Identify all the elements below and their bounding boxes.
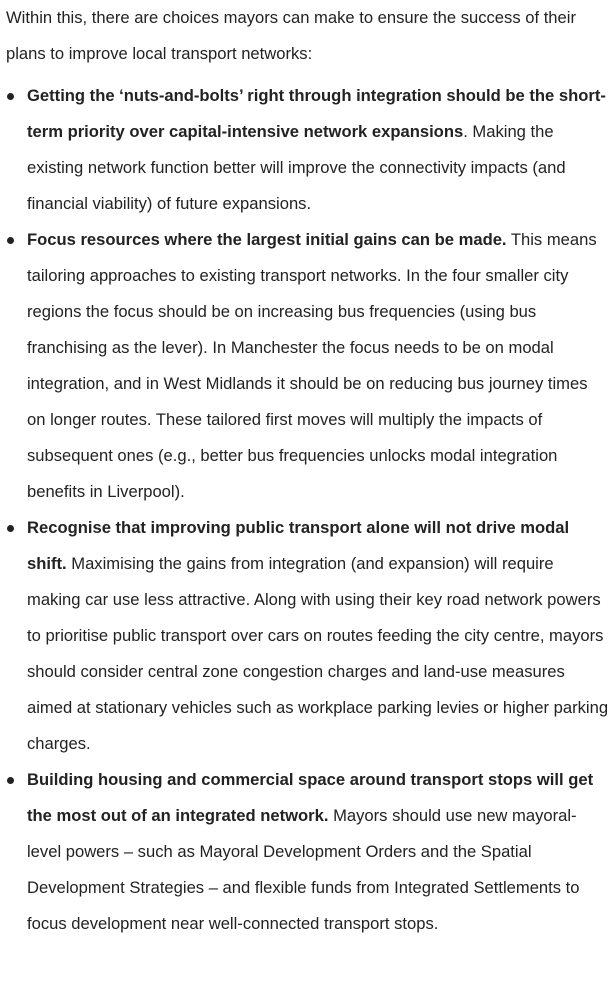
item-lead: Getting the ‘nuts-and-bolts’ right through integration should be the short-term priority over capital-intensive network expansions bbox=[27, 86, 606, 141]
list-item bbox=[6, 222, 610, 510]
item-body: Mayors should use new mayoral-level powers – such as Mayoral Development Orders and the Spatial Development Strategies – and flexible funds from Integrated Settlements to focus development near well-connected transport stops. bbox=[27, 806, 580, 933]
item-lead: Building housing and commercial space around transport stops will get the most out of an integrated network. bbox=[27, 770, 594, 825]
intro-paragraph: Within this, there are choices mayors can make to ensure the success of their plans to improve local transport networks: bbox=[6, 8, 576, 63]
item-body: This means tailoring approaches to existing transport networks. In the four smaller city regions the focus should be on increasing bus frequencies (using bus franchising as the lever). In Manchester the focus needs to be on modal integration, and in West Midlands it should be on reducing bus journey times on longer routes. These tailored first moves will multiply the impacts of subsequent ones (e.g., better bus frequencies unlocks modal integration benefits in Liverpool). bbox=[27, 230, 597, 501]
bullet-icon bbox=[7, 777, 14, 784]
list-item bbox=[6, 78, 610, 222]
item-lead: Recognise that improving public transport alone will not drive modal shift. bbox=[27, 518, 570, 573]
item-lead: Focus resources where the largest initial gains can be made. bbox=[27, 230, 507, 249]
bullet-icon bbox=[7, 525, 14, 532]
bullet-icon bbox=[7, 237, 14, 244]
item-body: Maximising the gains from integration (and expansion) will require making car use less attractive. Along with using their key road network powers to prioritise public transport over cars on routes feeding the city centre, mayors should consider central zone congestion charges and land-use measures aimed at stationary vehicles such as workplace parking levies or higher parking charges. bbox=[27, 554, 609, 753]
item-body: . Making the existing network function better will improve the connectivity impacts (and financial viability) of future expansions. bbox=[27, 122, 566, 213]
recommendations-list bbox=[6, 78, 610, 942]
bullet-icon bbox=[7, 93, 14, 100]
list-item bbox=[6, 762, 610, 942]
list-item bbox=[6, 510, 610, 762]
